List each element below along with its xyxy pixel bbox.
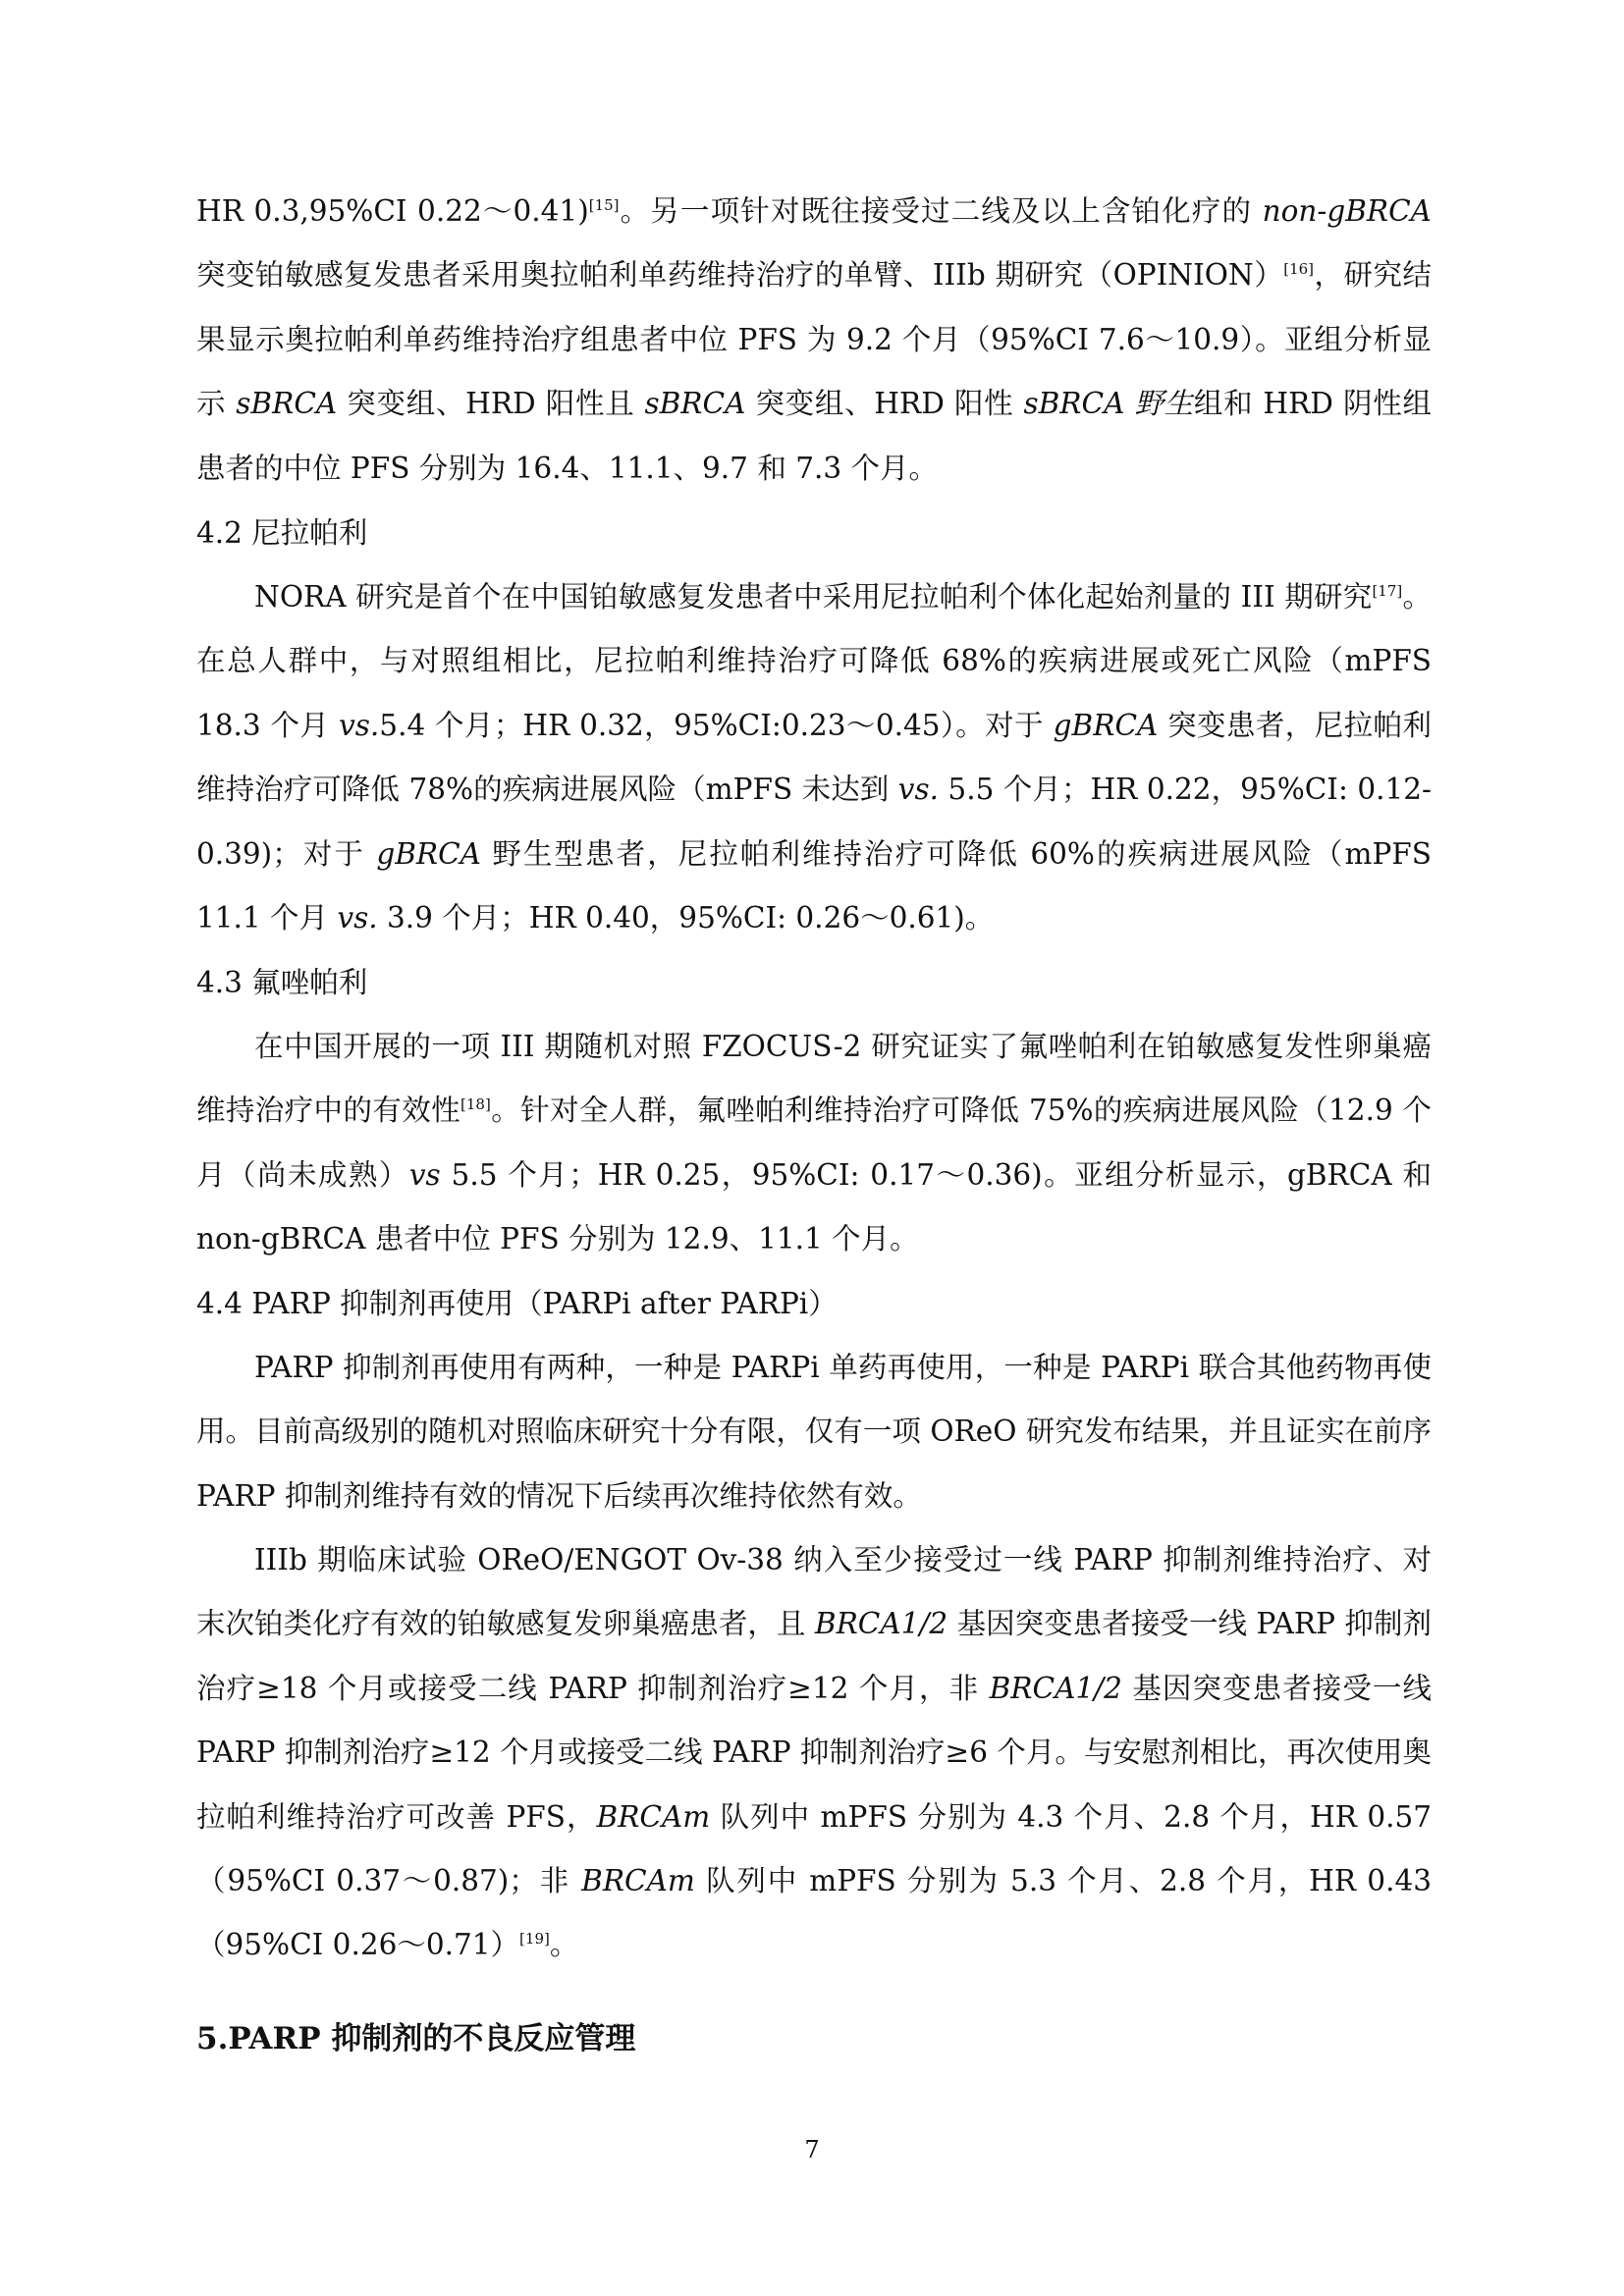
paragraph-parpi-rechallenge: PARP 抑制剂再使用有两种，一种是 PARPi 单药再使用，一种是 PARPi 联合其他药物再使用。目前高级别的随机对照临床研究十分有限，仅有一项 OReO 研究发布结果，并且证实在前序 PARP 抑制剂维持有效的情况下后续再次维持依然有效。 <box>196 1351 1432 1513</box>
heading-4-4: 4.4 PARP 抑制剂再使用（PARPi after PARPi） <box>196 1287 838 1320</box>
paragraph-fluzoparib: 在中国开展的一项 III 期随机对照 FZOCUS-2 研究证实了氟唑帕利在铂敏感复发性卵巢癌维持治疗中的有效性[18]。针对全人群，氟唑帕利维持治疗可降低 75%的疾病进展风险（12.9 个月（尚未成熟）vs 5.5 个月；HR 0.25，95%CI: 0.17～0.36)。亚组分析显示，gBRCA 和 non-gBRCA 患者中位 PFS 分别为 12.9、11.1 个月。 <box>196 1030 1432 1256</box>
heading-4-3: 4.3 氟唑帕利 <box>196 966 368 999</box>
page-number: 7 <box>804 2136 820 2163</box>
paragraph-oreo-trial: IIIb 期临床试验 OReO/ENGOT Ov-38 纳入至少接受过一线 PARP 抑制剂维持治疗、对末次铂类化疗有效的铂敏感复发卵巢癌患者，且 BRCA1/2 基因突变患者接受一线 PARP 抑制剂治疗≥18 个月或接受二线 PARP 抑制剂治疗≥12 个月，非 BRCA1/2 基因突变患者接受一线 PARP 抑制剂治疗≥12 个月或接受二线 PARP 抑制剂治疗≥6 个月。与安慰剂相比，再次使用奥拉帕利维持治疗可改善 PFS，BRCAm 队列中 mPFS 分别为 4.3 个月、2.8 个月，HR 0.57（95%CI 0.37～0.87)；非 BRCAm 队列中 mPFS 分别为 5.3 个月、2.8 个月，HR 0.43（95%CI 0.26～0.71）[19]。 <box>196 1543 1433 1962</box>
heading-section-5: 5.PARP 抑制剂的不良反应管理 <box>196 2021 636 2056</box>
paragraph-olaparib-opinion: HR 0.3,95%CI 0.22～0.41)[15]。另一项针对既往接受过二线及以上含铂化疗的 non-gBRCA 突变铂敏感复发患者采用奥拉帕利单药维持治疗的单臂、IIIb 期研究（OPINION）[16]，研究结果显示奥拉帕利单药维持治疗组患者中位 PFS 为 9.2 个月（95%CI 7.6～10.9）。亚组分析显示 sBRCA 突变组、HRD 阳性且 sBRCA 突变组、HRD 阳性 sBRCA 野生组和 HRD 阴性组患者的中位 PFS 分别为 16.4、11.1、9.7 和 7.3 个月。 <box>196 194 1432 485</box>
heading-4-2: 4.2 尼拉帕利 <box>196 516 368 550</box>
paragraph-niraparib-nora: NORA 研究是首个在中国铂敏感复发患者中采用尼拉帕利个体化起始剂量的 III 期研究[17]。在总人群中，与对照组相比，尼拉帕利维持治疗可降低 68%的疾病进展或死亡风险（mPFS 18.3 个月 vs.5.4 个月；HR 0.32，95%CI:0.23～0.45）。对于 gBRCA 突变患者，尼拉帕利维持治疗可降低 78%的疾病进展风险（mPFS 未达到 vs. 5.5 个月；HR 0.22，95%CI: 0.12-0.39)；对于 gBRCA 野生型患者，尼拉帕利维持治疗可降低 60%的疾病进展风险（mPFS 11.1 个月 vs. 3.9 个月；HR 0.40，95%CI: 0.26～0.61)。 <box>196 580 1432 935</box>
